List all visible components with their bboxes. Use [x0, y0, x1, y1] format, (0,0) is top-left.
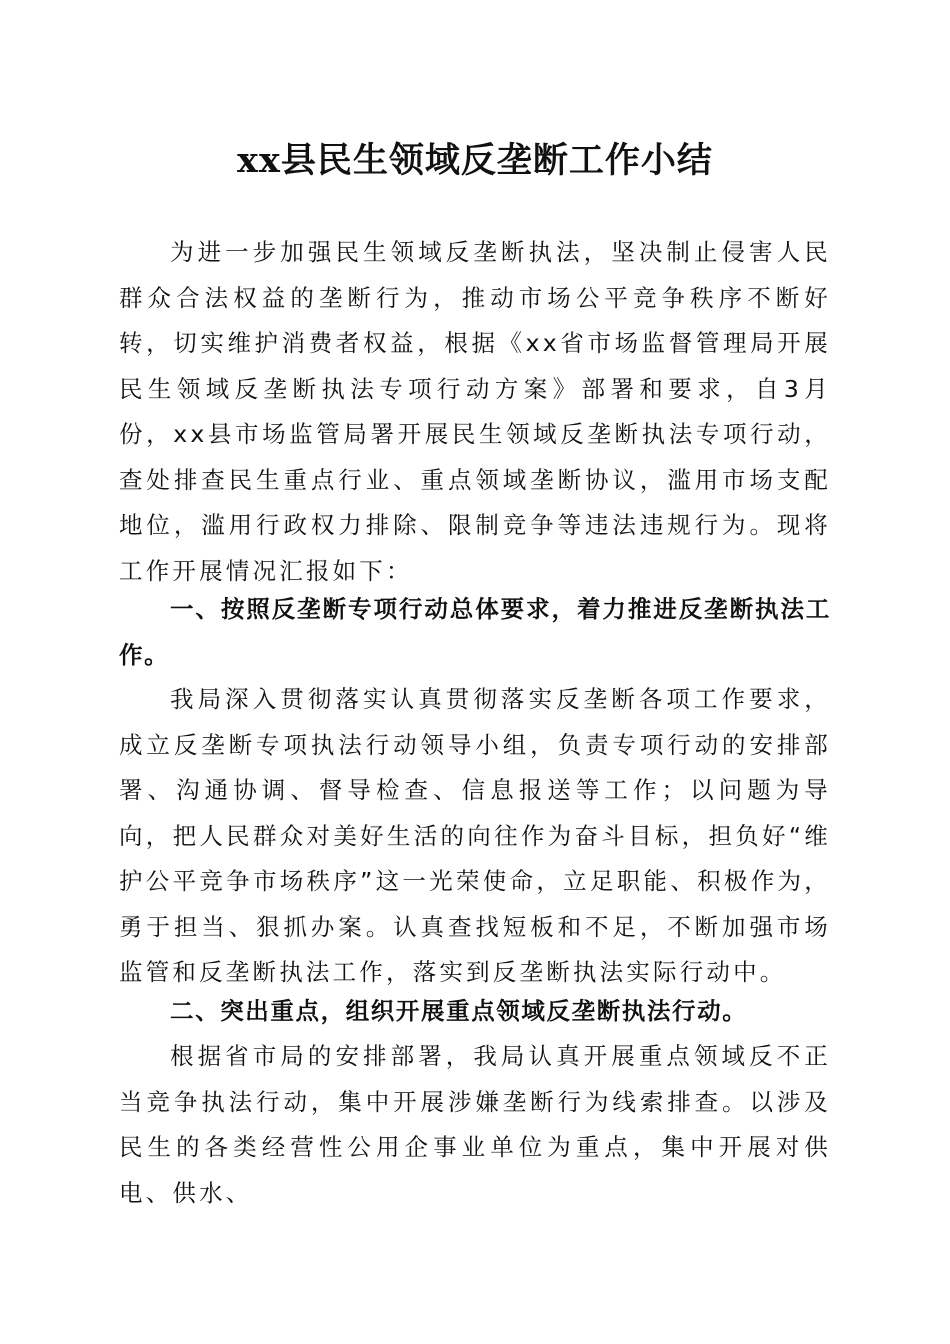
- paragraph-section-1: 我局深入贯彻落实认真贯彻落实反垄断各项工作要求，成立反垄断专项执法行动领导小组，负责专项行动的安排部署、沟通协调、督导检查、信息报送等工作；以问题为导向，把人民群众对美好生活的向往作为奋斗目标，担负好“维护公平竞争市场秩序”这一光荣使命，立足职能、积极作为，勇于担当、狠抓办案。认真查找短板和不足，不断加强市场监管和反垄断执法工作，落实到反垄断执法实际行动中。: [119, 685, 831, 986]
- paragraph-section-2: 根据省市局的安排部署，我局认真开展重点领域反不正当竞争执法行动，集中开展涉嫌垄断行为线索排查。以涉及民生的各类经营性公用企事业单位为重点，集中开展对供电、供水、: [119, 1042, 831, 1207]
- document-title: xx县民生领域反垄断工作小结: [237, 140, 713, 181]
- section-heading-2: 二、突出重点，组织开展重点领域反垄断执法行动。: [170, 997, 748, 1025]
- paragraph-introduction: 为进一步加强民生领域反垄断执法，坚决制止侵害人民群众合法权益的垄断行为，推动市场公平竞争秩序不断好转，切实维护消费者权益，根据《xx省市场监督管理局开展民生领域反垄断执法专项行动方案》部署和要求，自3月份，xx县市场监管局署开展民生领域反垄断执法专项行动，查处排查民生重点行业、重点领域垄断协议，滥用市场支配地位，滥用行政权力排除、限制竞争等违法违规行为。现将工作开展情况汇报如下：: [119, 238, 831, 585]
- section-heading-1: 一、按照反垄断专项行动总体要求，着力推进反垄断执法工作。: [119, 595, 831, 669]
